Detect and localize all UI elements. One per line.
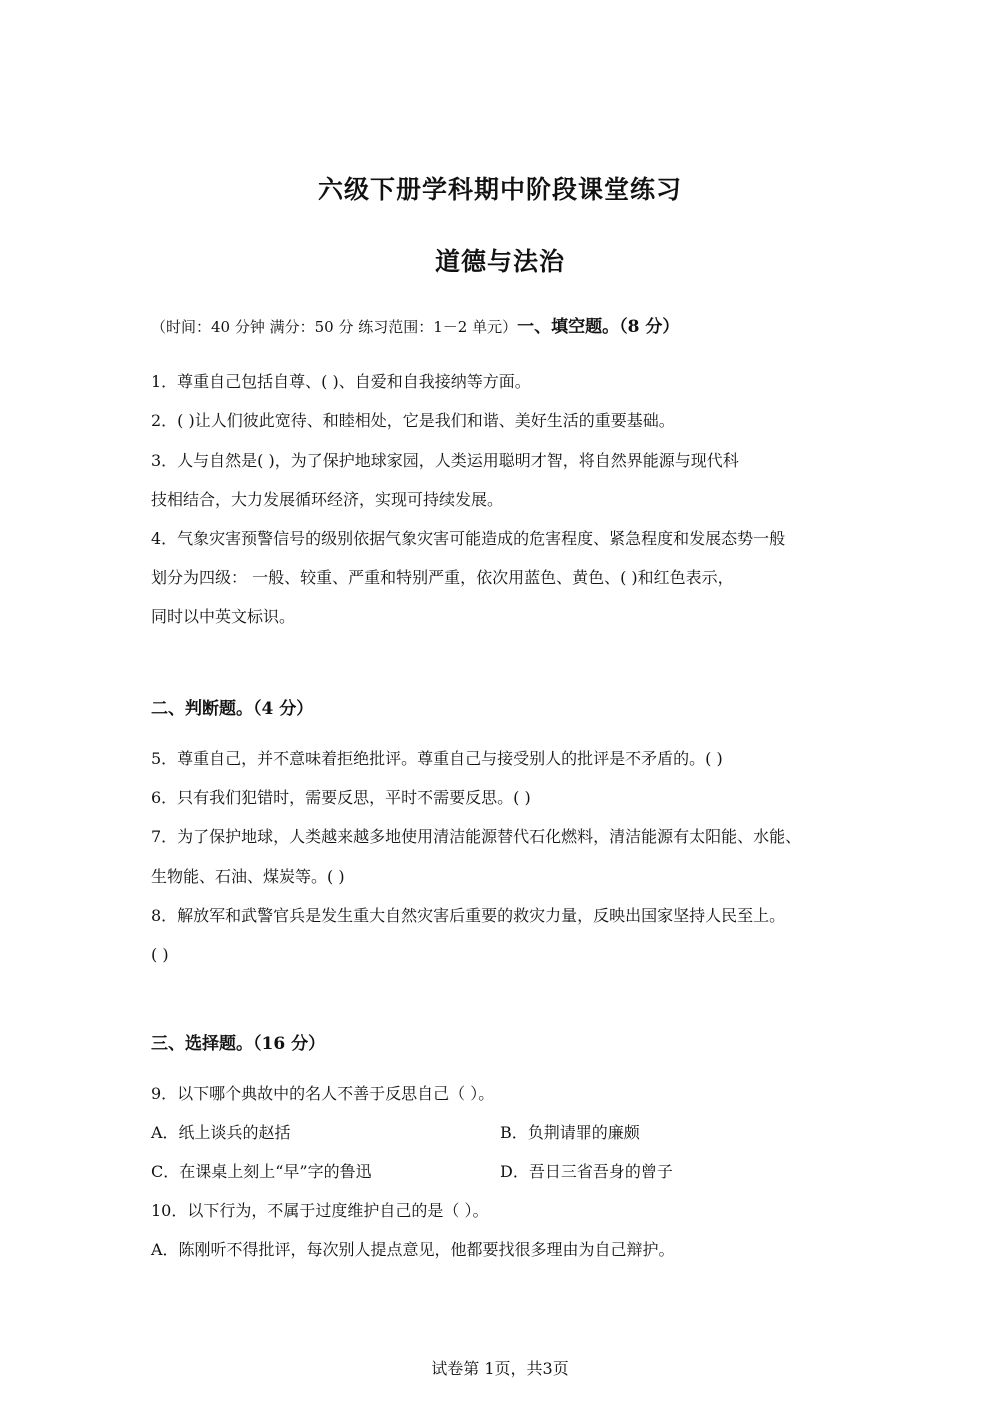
section2-header — [151, 694, 313, 719]
question-9-option-b: B．负荆请罪的廉颇 — [500, 1123, 640, 1142]
section1-heading: 一、填空题。 — [517, 317, 620, 337]
question-4-line1: 4．气象灾害预警信号的级别依据气象灾害可能造成的危害程度、紧急程度和发展态势一般 — [151, 529, 786, 548]
question-6: 6．只有我们犯错时，需要反思，平时不需要反思。( ) — [151, 788, 531, 807]
question-9-option-c: C．在课桌上刻上“早”字的鲁迅 — [151, 1162, 372, 1181]
exam-title: 六级下册学科期中阶段课堂练习 — [317, 175, 682, 204]
exam-info: （时间：40 分钟 满分：50 分 练习范围：1－2 单元） — [151, 318, 518, 336]
section2-score: （4 分） — [253, 699, 314, 719]
section3-score: （16 分） — [253, 1034, 326, 1054]
question-7-line1: 7．为了保护地球，人类越来越多地使用清洁能源替代石化燃料，清洁能源有太阳能、水能、 — [151, 827, 802, 846]
question-8-line2: ( ) — [151, 945, 169, 964]
question-3-line1: 3．人与自然是( )，为了保护地球家园，人类运用聪明才智，将自然界能源与现代科 — [151, 451, 739, 470]
question-7-line2: 生物能、石油、煤炭等。( ) — [151, 867, 345, 886]
page-footer: 试卷第 1页，共3页 — [431, 1359, 569, 1378]
question-1: 1．尊重自己包括自尊、( )、自爱和自我接纳等方面。 — [151, 372, 531, 391]
section3-header — [151, 1029, 325, 1054]
question-9-option-a: A．纸上谈兵的赵括 — [151, 1123, 291, 1142]
question-2: 2．( )让人们彼此宽待、和睦相处，它是我们和谐、美好生活的重要基础。 — [151, 411, 675, 430]
question-4-line3: 同时以中英文标识。 — [151, 607, 296, 626]
question-3-line2: 技相结合，大力发展循环经济，实现可持续发展。 — [151, 490, 504, 509]
section1-score: （8 分） — [619, 317, 680, 337]
subject-title: 道德与法治 — [434, 247, 565, 276]
section3-heading: 三、选择题。 — [151, 1034, 253, 1054]
info-line — [151, 316, 679, 338]
question-5: 5．尊重自己，并不意味着拒绝批评。尊重自己与接受别人的批评是不矛盾的。( ) — [151, 749, 723, 768]
question-9-option-d: D．吾日三省吾身的曾子 — [500, 1162, 673, 1181]
question-8-line1: 8．解放军和武警官兵是发生重大自然灾害后重要的救灾力量，反映出国家坚持人民至上。 — [151, 906, 786, 925]
section2-heading: 二、判断题。 — [151, 699, 253, 719]
question-10-option-a: A．陈刚听不得批评，每次别人提点意见，他都要找很多理由为自己辩护。 — [151, 1240, 675, 1259]
question-9: 9．以下哪个典故中的名人不善于反思自己（ ）。 — [151, 1084, 495, 1103]
question-10: 10．以下行为，不属于过度维护自己的是（ ）。 — [151, 1201, 489, 1220]
question-4-line2: 划分为四级： 一般、较重、严重和特别严重，依次用蓝色、黄色、( )和红色表示， — [151, 568, 734, 587]
